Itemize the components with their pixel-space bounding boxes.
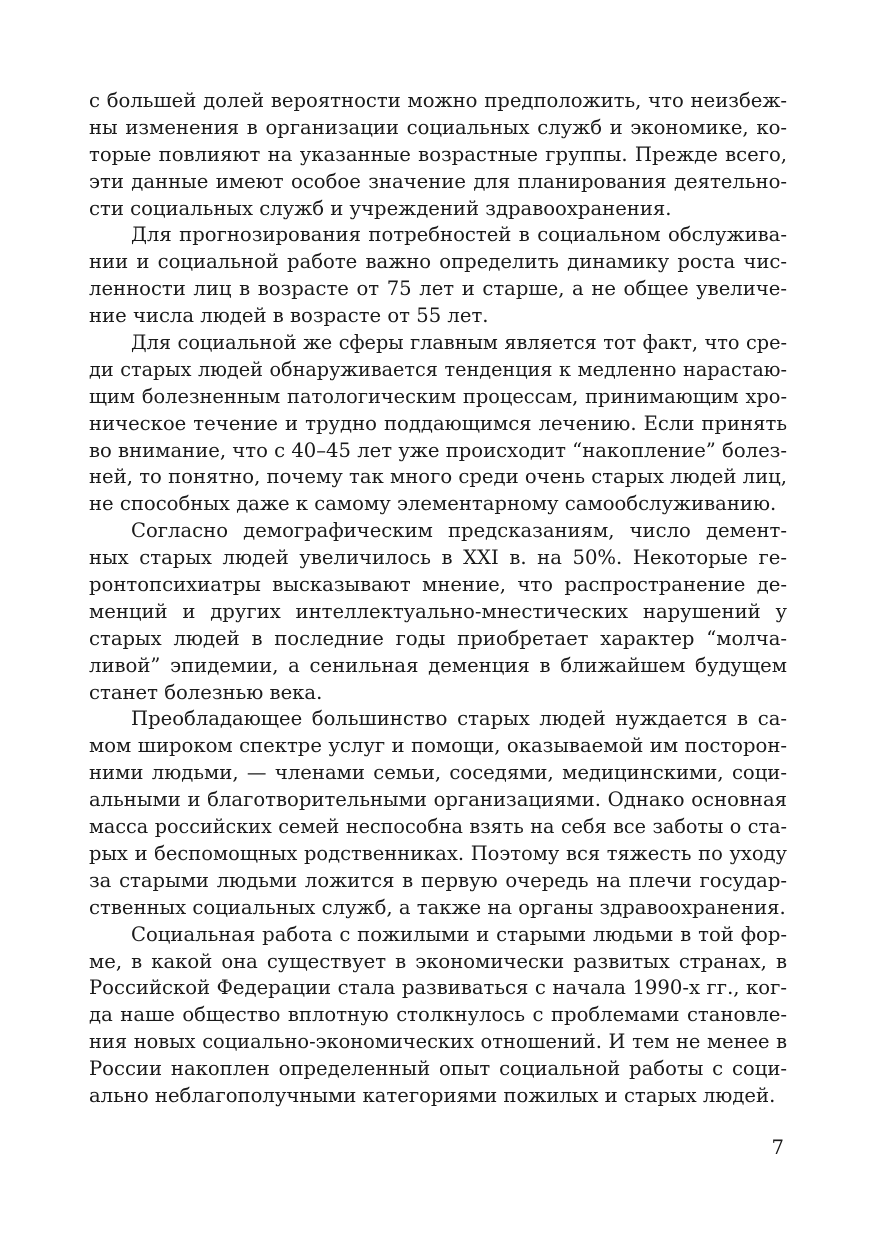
page-number: 7	[771, 1136, 784, 1159]
text-line: ническое течение и трудно поддающимся лечению. Если принять	[89, 411, 787, 435]
text-line: ди старых людей обнаруживается тенденция к медленно нарастаю-	[89, 357, 787, 381]
text-line: во внимание, что с 40–45 лет уже происходит “накопление” болез-	[89, 438, 787, 462]
text-line: ме, в какой она существует в экономически развитых странах, в	[89, 949, 787, 973]
text-line: сти социальных служб и учреждений здравоохранения.	[89, 196, 672, 220]
text-line: рых и беспомощных родственниках. Поэтому вся тяжесть по уходу	[89, 841, 787, 865]
text-line: старых людей в последние годы приобретает характер “молча-	[89, 626, 787, 650]
text-line: за старыми людьми ложится в первую очередь на плечи государ-	[89, 868, 787, 892]
text-line: нии и социальной работе важно определить динамику роста чис-	[89, 250, 787, 274]
text-line: щим болезненным патологическим процессам, принимающим хро-	[89, 384, 787, 408]
paragraph-3	[89, 330, 787, 518]
body-text	[89, 88, 787, 1110]
text-line: ально неблагополучными категориями пожилых и старых людей.	[89, 1083, 776, 1107]
text-line: ливой” эпидемии, а сенильная деменция в ближайшем будущем	[89, 653, 787, 677]
text-line: Для прогнозирования потребностей в социальном обслужива-	[131, 223, 787, 247]
text-line: ния новых социально-экономических отношений. И тем не менее в	[89, 1030, 787, 1054]
paragraph-4	[89, 518, 787, 706]
text-line: менций и других интеллектуально-мнестических нарушений у	[89, 599, 787, 623]
text-line: с большей долей вероятности можно предположить, что неизбеж-	[89, 89, 787, 112]
paragraph-5	[89, 706, 787, 921]
text-line: ронтопсихиатры высказывают мнение, что распространение де-	[89, 573, 787, 597]
text-line: ных старых людей увеличилось в XXI в. на 50%. Некоторые ге-	[89, 546, 787, 570]
text-line: не способных даже к самому элементарному самообслуживанию.	[89, 492, 777, 516]
text-line: эти данные имеют особое значение для планирования деятельно-	[89, 169, 787, 193]
text-line: ней, то понятно, почему так много среди очень старых людей лиц,	[89, 465, 787, 489]
text-line: альными и благотворительными организациями. Однако основная	[89, 788, 787, 812]
text-line: станет болезнью века.	[89, 680, 323, 704]
text-line: да наше общество вплотную столкнулось с проблемами становле-	[89, 1003, 787, 1027]
text-line: Для социальной же сферы главным является тот факт, что сре-	[131, 331, 787, 355]
text-line: мом широком спектре услуг и помощи, оказываемой им посторон-	[89, 734, 787, 758]
text-line: Социальная работа с пожилыми и старыми людьми в той фор-	[131, 922, 787, 946]
text-line: торые повлияют на указанные возрастные группы. Прежде всего,	[89, 142, 787, 166]
paragraph-6	[89, 922, 787, 1110]
text-line: ственных социальных служб, а также на органы здравоохранения.	[89, 895, 786, 919]
text-line: ленности лиц в возрасте от 75 лет и старше, а не общее увеличе-	[89, 277, 787, 301]
text-line: Преобладающее большинство старых людей нуждается в са-	[131, 707, 787, 731]
paragraph-1	[89, 88, 787, 222]
text-line: ны изменения в организации социальных служб и экономике, ко-	[89, 115, 787, 139]
text-line: Российской Федерации стала развиваться с начала 1990-х гг., ког-	[89, 976, 787, 1000]
text-line: ние числа людей в возрасте от 55 лет.	[89, 304, 489, 328]
text-line: масса российских семей неспособна взять на себя все заботы о ста-	[89, 815, 787, 839]
text-line: Согласно демографическим предсказаниям, число демент-	[131, 519, 787, 543]
text-line: ними людьми, — членами семьи, соседями, медицинскими, соци-	[89, 761, 787, 785]
text-line: России накоплен определенный опыт социальной работы с соци-	[89, 1057, 787, 1081]
paragraph-2	[89, 222, 787, 330]
